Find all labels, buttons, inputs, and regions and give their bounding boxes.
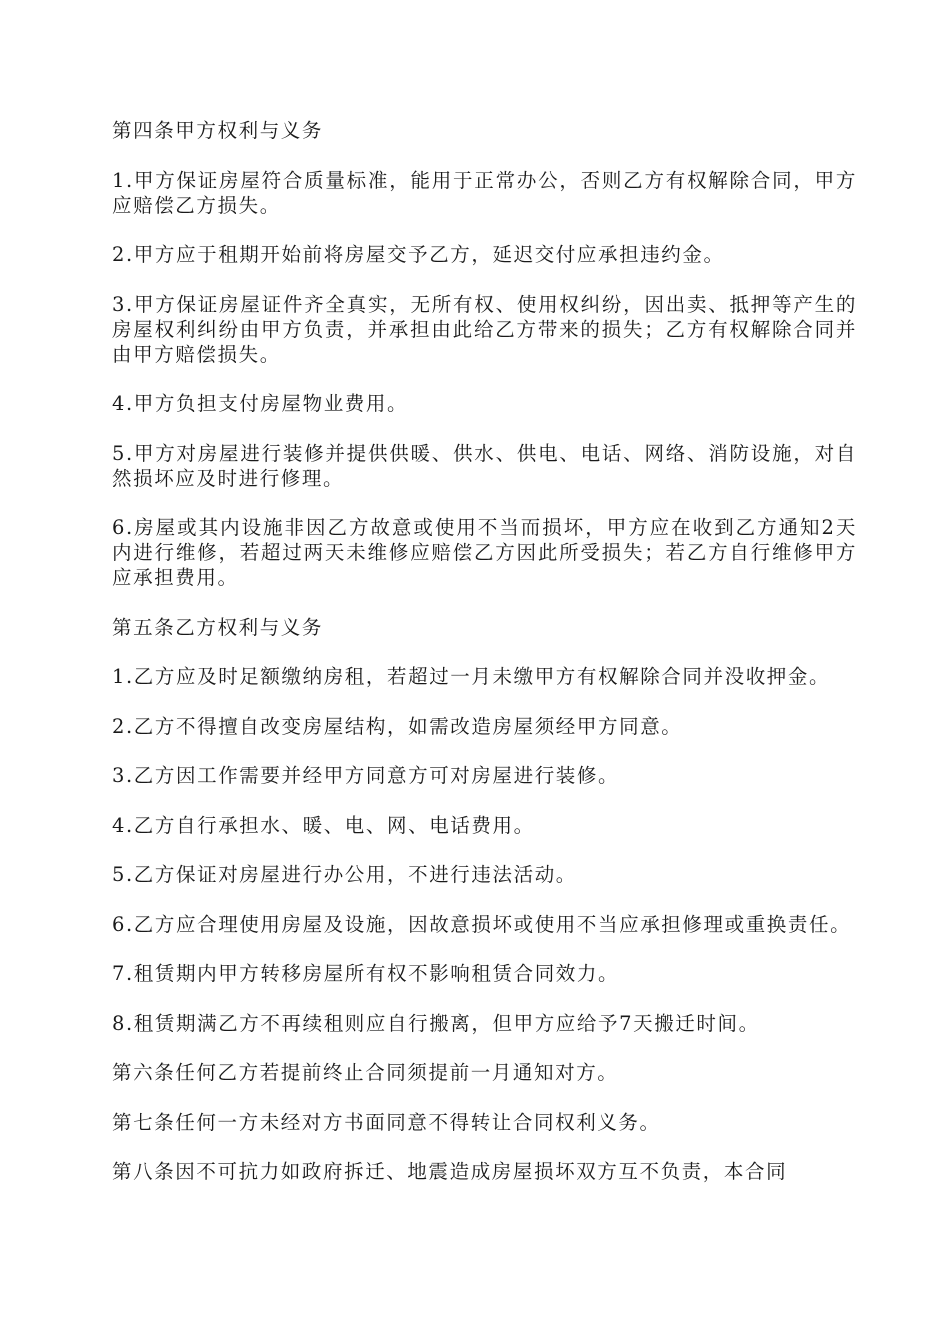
clause-4-1: 1.甲方保证房屋符合质量标准，能用于正常办公，否则乙方有权解除合同，甲方应赔偿乙方损失。 (112, 168, 857, 217)
clause-4-2: 2.甲方应于租期开始前将房屋交予乙方，延迟交付应承担违约金。 (112, 243, 725, 266)
clause-5-4: 4.乙方自行承担水、暖、电、网、电话费用。 (112, 813, 535, 837)
section-heading-article-5: 第五条乙方权利与义务 (112, 615, 324, 639)
clause-5-8: 8.租赁期满乙方不再续租则应自行搬离，但甲方应给予7天搬迁时间。 (112, 1011, 760, 1035)
clause-5-3: 3.乙方因工作需要并经甲方同意方可对房屋进行装修。 (112, 764, 620, 787)
section-heading-article-4: 第四条甲方权利与义务 (112, 119, 324, 142)
clause-5-5: 5.乙方保证对房屋进行办公用，不进行违法活动。 (112, 863, 577, 886)
clause-5-2: 2.乙方不得擅自改变房屋结构，如需改造房屋须经甲方同意。 (112, 714, 683, 738)
document-page (112, 118, 857, 1209)
clause-4-4: 4.甲方负担支付房屋物业费用。 (112, 392, 409, 415)
clause-4-6: 6.房屋或其内设施非因乙方故意或使用不当而损坏，甲方应在收到乙方通知2天内进行维修，若超过两天未维修应赔偿乙方因此所受损失；若乙方自行维修甲方应承担费用。 (112, 516, 857, 589)
section-article-7: 第七条任何一方未经对方书面同意不得转让合同权利义务。 (112, 1110, 661, 1134)
clause-5-1: 1.乙方应及时足额缴纳房租，若超过一月未缴甲方有权解除合同并没收押金。 (112, 665, 831, 688)
clause-4-3: 3.甲方保证房屋证件齐全真实，无所有权、使用权纠纷，因出卖、抵押等产生的房屋权利纠纷由甲方负责，并承担由此给乙方带来的损失；乙方有权解除合同并由甲方赔偿损失。 (112, 292, 857, 366)
clause-5-7: 7.租赁期内甲方转移房屋所有权不影响租赁合同效力。 (112, 962, 620, 985)
clause-4-5: 5.甲方对房屋进行装修并提供供暖、供水、供电、电话、网络、消防设施，对自然损坏应及时进行修理。 (112, 441, 857, 490)
clause-5-6: 6.乙方应合理使用房屋及设施，因故意损坏或使用不当应承担修理或重换责任。 (112, 912, 852, 936)
section-article-8: 第八条因不可抗力如政府拆迁、地震造成房屋损坏双方互不负责，本合同 (112, 1160, 788, 1183)
section-article-6: 第六条任何乙方若提前终止合同须提前一月通知对方。 (112, 1061, 619, 1084)
